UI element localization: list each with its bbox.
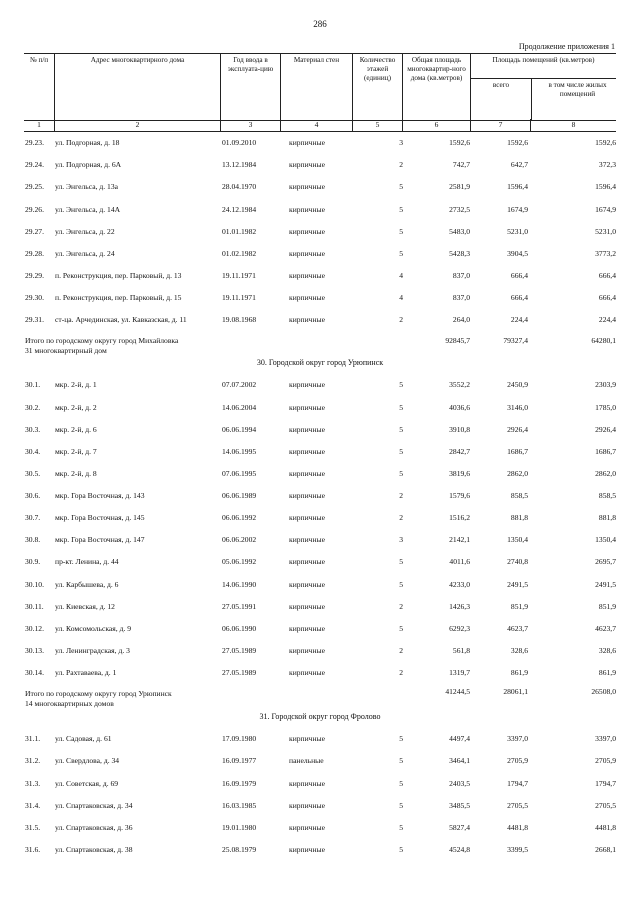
row-address: ул. Спартаковская, д. 38	[55, 845, 133, 854]
row-total-area: 1516,2	[449, 513, 470, 522]
row-total-area: 561,8	[452, 646, 470, 655]
row-address: мкр. 2-й, д. 2	[55, 403, 97, 412]
row-premises-all: 2450,9	[507, 380, 528, 389]
header-total-area: Общая площадь многоквартир-ного дома (кв.метров)	[402, 54, 470, 120]
row-year: 14.06.1995	[222, 447, 257, 456]
row-premises-living: 2491,5	[595, 580, 616, 589]
table-row	[0, 226, 640, 238]
row-material: кирпичные	[289, 535, 326, 544]
row-material: кирпичные	[289, 801, 326, 810]
row-total-area: 837,0	[452, 271, 470, 280]
row-year: 28.04.1970	[222, 182, 257, 191]
table-row	[0, 159, 640, 171]
row-address: ул. Спартаковская, д. 36	[55, 823, 133, 832]
row-premises-living: 851,9	[598, 602, 616, 611]
row-number: 30.1.	[25, 380, 41, 389]
row-premises-living: 328,6	[598, 646, 616, 655]
row-material: кирпичные	[289, 823, 326, 832]
total-premises-all-sum: 28061,1	[503, 687, 528, 696]
row-number: 29.28.	[25, 249, 44, 258]
row-year: 01.02.1982	[222, 249, 257, 258]
row-premises-all: 851,9	[510, 602, 528, 611]
row-floors: 5	[399, 205, 403, 214]
section-title: 30. Городской округ город Урюпинск	[256, 358, 384, 367]
row-total-area: 742,7	[452, 160, 470, 169]
row-total-area: 4233,0	[449, 580, 470, 589]
row-number: 29.23.	[25, 138, 44, 147]
row-premises-living: 4481,8	[595, 823, 616, 832]
appendix-note: Продолжение приложения 1	[518, 42, 615, 51]
row-number: 29.26.	[25, 205, 44, 214]
row-number: 29.27.	[25, 227, 44, 236]
table-row	[0, 379, 640, 391]
row-total-area: 4011,6	[449, 557, 470, 566]
row-total-area: 3910,8	[449, 425, 470, 434]
row-material: кирпичные	[289, 205, 326, 214]
row-address: ул. Ленинградская, д. 3	[55, 646, 130, 655]
row-premises-living: 666,4	[598, 271, 616, 280]
group-total-values	[0, 687, 640, 697]
row-premises-all: 1686,7	[507, 447, 528, 456]
row-premises-living: 1794,7	[595, 779, 616, 788]
row-premises-all: 666,4	[510, 293, 528, 302]
row-premises-all: 666,4	[510, 271, 528, 280]
table-row	[0, 512, 640, 524]
row-premises-living: 1596,4	[595, 182, 616, 191]
column-number: 7	[470, 119, 530, 131]
header-premises-sub	[471, 78, 616, 121]
table-row	[0, 424, 640, 436]
row-address: ул. Энгельса, д. 22	[55, 227, 115, 236]
row-premises-living: 1686,7	[595, 447, 616, 456]
row-premises-all: 3904,5	[507, 249, 528, 258]
row-year: 16.09.1979	[222, 779, 257, 788]
row-floors: 2	[399, 646, 403, 655]
row-year: 07.06.1995	[222, 469, 257, 478]
row-number: 30.11.	[25, 602, 44, 611]
table-row	[0, 601, 640, 613]
column-number: 8	[530, 119, 616, 131]
row-address: ул. Советская, д. 69	[55, 779, 119, 788]
row-material: кирпичные	[289, 160, 326, 169]
row-floors: 5	[399, 756, 403, 765]
row-floors: 3	[399, 138, 403, 147]
row-premises-all: 1794,7	[507, 779, 528, 788]
table-row	[0, 755, 640, 767]
table-row	[0, 579, 640, 591]
row-premises-living: 2926,4	[595, 425, 616, 434]
row-material: кирпичные	[289, 380, 326, 389]
total-area-sum: 41244,5	[445, 687, 470, 696]
header-num: № п/п	[29, 56, 49, 64]
row-address: ул. Энгельса, д. 13а	[55, 182, 119, 191]
row-number: 29.31.	[25, 315, 44, 324]
table-row	[0, 822, 640, 834]
row-address: пр-кт. Ленина, д. 44	[55, 557, 119, 566]
column-number: 3	[220, 119, 280, 131]
row-number: 30.5.	[25, 469, 41, 478]
header-premises-label: Площадь помещений (кв.метров)	[492, 56, 595, 64]
row-year: 01.09.2010	[222, 138, 257, 147]
row-material: кирпичные	[289, 227, 326, 236]
row-premises-living: 2705,9	[595, 756, 616, 765]
row-premises-all: 5231,0	[507, 227, 528, 236]
row-premises-living: 2862,0	[595, 469, 616, 478]
row-premises-living: 858,5	[598, 491, 616, 500]
row-address: мкр. Гора Восточная, д. 143	[55, 491, 145, 500]
row-year: 14.06.2004	[222, 403, 257, 412]
table-row	[0, 645, 640, 657]
row-year: 27.05.1991	[222, 602, 257, 611]
row-number: 30.7.	[25, 513, 41, 522]
header-address: Адрес многоквартирного дома	[54, 54, 220, 120]
row-total-area: 3464,1	[449, 756, 470, 765]
row-premises-all: 861,9	[510, 668, 528, 677]
row-material: кирпичные	[289, 271, 326, 280]
row-number: 31.5.	[25, 823, 41, 832]
row-number: 31.3.	[25, 779, 41, 788]
row-total-area: 5428,3	[449, 249, 470, 258]
row-material: кирпичные	[289, 734, 326, 743]
row-year: 01.01.1982	[222, 227, 257, 236]
table-row	[0, 248, 640, 260]
row-premises-all: 2740,8	[507, 557, 528, 566]
row-floors: 2	[399, 491, 403, 500]
row-premises-all: 2926,4	[507, 425, 528, 434]
header-premises-all: всего	[492, 81, 510, 89]
row-premises-living: 2705,5	[595, 801, 616, 810]
page-number: 286	[313, 19, 327, 29]
row-floors: 5	[399, 624, 403, 633]
row-address: ул. Комсомольская, д. 9	[55, 624, 132, 633]
row-material: кирпичные	[289, 646, 326, 655]
row-address: ул. Спартаковская, д. 34	[55, 801, 133, 810]
row-material: панельные	[289, 756, 324, 765]
row-address: мкр. 2-й, д. 8	[55, 469, 97, 478]
row-premises-all: 858,5	[510, 491, 528, 500]
row-premises-living: 1592,6	[595, 138, 616, 147]
row-floors: 2	[399, 160, 403, 169]
row-material: кирпичные	[289, 602, 326, 611]
row-total-area: 1319,7	[449, 668, 470, 677]
row-year: 05.06.1992	[222, 557, 257, 566]
row-address: ст-ца. Арчединская, ул. Кавказская, д. 11	[55, 315, 187, 324]
row-year: 06.06.2002	[222, 535, 257, 544]
row-address: ул. Рахтаваева, д. 1	[55, 668, 117, 677]
row-floors: 5	[399, 447, 403, 456]
row-total-area: 837,0	[452, 293, 470, 302]
row-floors: 5	[399, 845, 403, 854]
column-number: 2	[54, 119, 220, 131]
row-number: 29.24.	[25, 160, 44, 169]
row-premises-all: 2491,5	[507, 580, 528, 589]
row-material: кирпичные	[289, 138, 326, 147]
header-premises	[470, 54, 616, 120]
header-year: Год ввода в эксплуата-цию	[220, 54, 280, 120]
row-total-area: 3552,2	[449, 380, 470, 389]
row-floors: 5	[399, 182, 403, 191]
row-address: ул. Энгельса, д. 24	[55, 249, 115, 258]
row-address: мкр. 2-й, д. 7	[55, 447, 97, 456]
row-address: ул. Подгорная, д. 18	[55, 138, 120, 147]
header-material: Материал стен	[280, 54, 352, 120]
table-row	[0, 800, 640, 812]
row-total-area: 2581,9	[449, 182, 470, 191]
header-premises-living: в том числе жилых помещений	[531, 79, 617, 121]
row-premises-living: 372,3	[598, 160, 616, 169]
row-total-area: 2142,1	[449, 535, 470, 544]
row-floors: 5	[399, 469, 403, 478]
row-year: 19.11.1971	[222, 271, 256, 280]
row-year: 25.08.1979	[222, 845, 257, 854]
row-number: 29.29.	[25, 271, 44, 280]
row-floors: 5	[399, 557, 403, 566]
row-total-area: 4497,4	[449, 734, 470, 743]
row-material: кирпичные	[289, 557, 326, 566]
column-number: 4	[280, 119, 352, 131]
table-row	[0, 181, 640, 193]
row-year: 27.05.1989	[222, 668, 257, 677]
row-floors: 5	[399, 734, 403, 743]
row-floors: 5	[399, 403, 403, 412]
row-floors: 2	[399, 513, 403, 522]
row-number: 30.9.	[25, 557, 41, 566]
total-premises-all-sum: 79327,4	[503, 336, 528, 345]
row-number: 30.6.	[25, 491, 41, 500]
total-line-1: Итого по городскому округу город Урюпинск	[25, 689, 172, 698]
row-total-area: 3819,6	[449, 469, 470, 478]
row-year: 27.05.1989	[222, 646, 257, 655]
table-row	[0, 534, 640, 546]
total-line-1: Итого по городскому округу город Михайловка	[25, 336, 179, 345]
table-header	[24, 53, 616, 121]
row-total-area: 1426,3	[449, 602, 470, 611]
row-material: кирпичные	[289, 293, 326, 302]
header-floors: Количество этажей (единиц)	[352, 54, 402, 120]
row-premises-all: 1592,6	[507, 138, 528, 147]
row-material: кирпичные	[289, 580, 326, 589]
row-premises-living: 3773,2	[595, 249, 616, 258]
row-premises-living: 2303,9	[595, 380, 616, 389]
row-premises-all: 3397,0	[507, 734, 528, 743]
table-row	[0, 314, 640, 326]
row-year: 06.06.1992	[222, 513, 257, 522]
row-number: 30.4.	[25, 447, 41, 456]
table-row	[0, 556, 640, 568]
row-premises-living: 3397,0	[595, 734, 616, 743]
row-year: 06.06.1989	[222, 491, 257, 500]
row-material: кирпичные	[289, 779, 326, 788]
row-number: 30.14.	[25, 668, 44, 677]
row-floors: 5	[399, 801, 403, 810]
column-number: 1	[37, 120, 41, 129]
row-premises-living: 5231,0	[595, 227, 616, 236]
total-premises-living-sum: 64280,1	[591, 336, 616, 345]
row-total-area: 2732,5	[449, 205, 470, 214]
total-line-2: 14 многоквартирных домов	[25, 699, 114, 708]
row-address: мкр. Гора Восточная, д. 147	[55, 535, 145, 544]
row-premises-living: 1785,0	[595, 403, 616, 412]
row-premises-all: 224,4	[510, 315, 528, 324]
row-total-area: 2842,7	[449, 447, 470, 456]
row-premises-living: 861,9	[598, 668, 616, 677]
table-row	[0, 446, 640, 458]
row-floors: 2	[399, 602, 403, 611]
row-total-area: 6292,3	[449, 624, 470, 633]
row-premises-all: 4623,7	[507, 624, 528, 633]
table-row	[0, 402, 640, 414]
row-number: 30.2.	[25, 403, 41, 412]
row-total-area: 2403,5	[449, 779, 470, 788]
row-material: кирпичные	[289, 315, 326, 324]
column-number: 5	[352, 119, 402, 131]
row-premises-all: 3146,0	[507, 403, 528, 412]
table-row	[0, 270, 640, 282]
row-year: 16.09.1977	[222, 756, 257, 765]
row-premises-all: 1674,9	[507, 205, 528, 214]
row-address: п. Реконструкция, пер. Парковый, д. 13	[55, 271, 182, 280]
row-premises-all: 2705,9	[507, 756, 528, 765]
row-address: мкр. 2-й, д. 6	[55, 425, 97, 434]
row-address: ул. Свердлова, д. 34	[55, 756, 120, 765]
row-material: кирпичные	[289, 425, 326, 434]
row-total-area: 1592,6	[449, 138, 470, 147]
row-floors: 4	[399, 293, 403, 302]
row-year: 24.12.1984	[222, 205, 257, 214]
row-year: 13.12.1984	[222, 160, 257, 169]
row-premises-all: 4481,8	[507, 823, 528, 832]
row-total-area: 3485,5	[449, 801, 470, 810]
row-year: 17.09.1980	[222, 734, 257, 743]
row-premises-all: 1596,4	[507, 182, 528, 191]
row-material: кирпичные	[289, 845, 326, 854]
row-material: кирпичные	[289, 624, 326, 633]
row-number: 31.6.	[25, 845, 41, 854]
row-year: 07.07.2002	[222, 380, 257, 389]
row-year: 19.01.1980	[222, 823, 257, 832]
column-number-row	[24, 119, 616, 132]
row-address: ул. Подгорная, д. 6А	[55, 160, 122, 169]
row-material: кирпичные	[289, 182, 326, 191]
row-floors: 5	[399, 823, 403, 832]
table-row	[0, 623, 640, 635]
row-material: кирпичные	[289, 249, 326, 258]
row-floors: 5	[399, 580, 403, 589]
row-premises-all: 881,8	[510, 513, 528, 522]
row-premises-all: 1350,4	[507, 535, 528, 544]
row-total-area: 4524,8	[449, 845, 470, 854]
row-premises-living: 224,4	[598, 315, 616, 324]
row-premises-living: 881,8	[598, 513, 616, 522]
row-total-area: 5483,0	[449, 227, 470, 236]
table-row	[0, 292, 640, 304]
row-floors: 2	[399, 315, 403, 324]
row-address: ул. Карбышева, д. 6	[55, 580, 119, 589]
row-number: 29.30.	[25, 293, 44, 302]
section-title: 31. Городской округ город Фролово	[259, 712, 381, 721]
row-total-area: 264,0	[452, 315, 470, 324]
row-premises-all: 2705,5	[507, 801, 528, 810]
table-row	[0, 733, 640, 745]
row-total-area: 5827,4	[449, 823, 470, 832]
row-address: мкр. 2-й, д. 1	[55, 380, 97, 389]
row-year: 19.11.1971	[222, 293, 256, 302]
table-row	[0, 844, 640, 856]
row-number: 30.8.	[25, 535, 41, 544]
row-year: 14.06.1990	[222, 580, 257, 589]
row-address: п. Реконструкция, пер. Парковый, д. 15	[55, 293, 182, 302]
total-line-2: 31 многоквартирный дом	[25, 346, 107, 355]
row-year: 06.06.1990	[222, 624, 257, 633]
row-year: 19.08.1968	[222, 315, 257, 324]
row-premises-living: 2695,7	[595, 557, 616, 566]
row-material: кирпичные	[289, 513, 326, 522]
row-number: 31.4.	[25, 801, 41, 810]
row-number: 31.2.	[25, 756, 41, 765]
table-row	[0, 667, 640, 679]
row-premises-all: 3399,5	[507, 845, 528, 854]
row-premises-living: 666,4	[598, 293, 616, 302]
row-premises-all: 328,6	[510, 646, 528, 655]
row-floors: 5	[399, 227, 403, 236]
row-address: ул. Киевская, д. 12	[55, 602, 115, 611]
row-premises-living: 1350,4	[595, 535, 616, 544]
row-premises-all: 2862,0	[507, 469, 528, 478]
row-material: кирпичные	[289, 491, 326, 500]
row-address: ул. Энгельса, д. 14А	[55, 205, 121, 214]
row-address: мкр. Гора Восточная, д. 145	[55, 513, 145, 522]
row-material: кирпичные	[289, 447, 326, 456]
row-floors: 5	[399, 779, 403, 788]
group-total-values	[0, 336, 640, 346]
row-total-area: 1579,6	[449, 491, 470, 500]
row-year: 06.06.1994	[222, 425, 257, 434]
row-premises-living: 4623,7	[595, 624, 616, 633]
row-premises-living: 1674,9	[595, 205, 616, 214]
row-premises-living: 2668,1	[595, 845, 616, 854]
table-row	[0, 204, 640, 216]
row-number: 30.10.	[25, 580, 44, 589]
row-year: 16.03.1985	[222, 801, 257, 810]
column-number: 6	[402, 119, 470, 131]
table-row	[0, 778, 640, 790]
row-material: кирпичные	[289, 469, 326, 478]
row-floors: 4	[399, 271, 403, 280]
row-floors: 5	[399, 380, 403, 389]
row-floors: 3	[399, 535, 403, 544]
row-floors: 5	[399, 249, 403, 258]
row-material: кирпичные	[289, 403, 326, 412]
row-number: 29.25.	[25, 182, 44, 191]
row-floors: 5	[399, 425, 403, 434]
row-number: 30.3.	[25, 425, 41, 434]
row-floors: 2	[399, 668, 403, 677]
row-number: 30.13.	[25, 646, 44, 655]
row-number: 31.1.	[25, 734, 41, 743]
total-premises-living-sum: 26508,0	[591, 687, 616, 696]
table-row	[0, 137, 640, 149]
total-area-sum: 92845,7	[445, 336, 470, 345]
table-row	[0, 490, 640, 502]
row-total-area: 4036,6	[449, 403, 470, 412]
row-number: 30.12.	[25, 624, 44, 633]
row-material: кирпичные	[289, 668, 326, 677]
row-premises-all: 642,7	[510, 160, 528, 169]
row-address: ул. Садовая, д. 61	[55, 734, 112, 743]
table-row	[0, 468, 640, 480]
